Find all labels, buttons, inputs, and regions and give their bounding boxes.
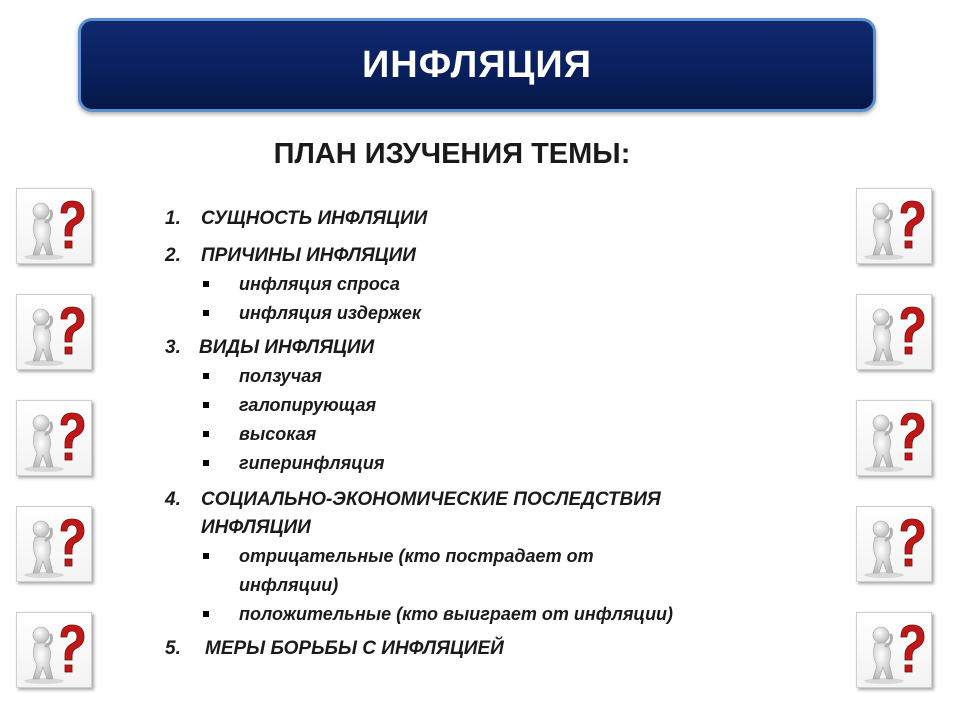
question-figure-icon [856, 188, 932, 264]
question-figure-icon [856, 612, 932, 688]
plan-heading: ПЛАН ИЗУЧЕНИЯ ТЕМЫ: [273, 138, 631, 170]
bullet [203, 611, 209, 617]
plan-item-2: 2. ПРИЧИНЫ ИНФЛЯЦИИ [165, 245, 416, 266]
title-banner [78, 18, 876, 112]
bullet [203, 373, 209, 379]
question-figure-icon [16, 400, 92, 476]
list-item: галопирующая [165, 391, 785, 420]
list-item: высокая [165, 420, 785, 449]
question-figure-icon [16, 506, 92, 582]
bullet [203, 402, 209, 408]
bullet [203, 553, 209, 559]
bullet [203, 281, 209, 287]
list-item: инфляция спроса [165, 270, 785, 299]
plan-item-3: 3. ВИДЫ ИНФЛЯЦИИ [165, 337, 375, 358]
plan-item-5: 5. МЕРЫ БОРЬБЫ С ИНФЛЯЦИЕЙ [165, 638, 504, 659]
plan-item-label: МЕРЫ БОРЬБЫ С ИНФЛЯЦИЕЙ [205, 638, 504, 659]
list-item-continued: инфляции) [239, 575, 339, 595]
bullet [203, 310, 209, 316]
list-item: отрицательные (кто пострадает от [165, 542, 785, 571]
question-figure-icon [856, 294, 932, 370]
question-figure-icon [16, 294, 92, 370]
plan-item-label: ВИДЫ ИНФЛЯЦИИ [199, 337, 375, 358]
plan-item-1: 1. СУЩНОСТЬ ИНФЛЯЦИИ [165, 208, 428, 229]
question-figure-icon [856, 506, 932, 582]
question-figure-icon [856, 400, 932, 476]
bullet [203, 431, 209, 437]
plan-item-4: 4. СОЦИАЛЬНО-ЭКОНОМИЧЕСКИЕ ПОСЛЕДСТВИЯ [165, 489, 661, 510]
plan-list [165, 205, 785, 663]
plan-item-label: СОЦИАЛЬНО-ЭКОНОМИЧЕСКИЕ ПОСЛЕДСТВИЯ [201, 489, 661, 510]
list-item: инфляция издержек [165, 299, 785, 328]
plan-item-label: ПРИЧИНЫ ИНФЛЯЦИИ [201, 245, 416, 266]
slide-title: ИНФЛЯЦИЯ [361, 43, 593, 86]
question-figure-icon [16, 612, 92, 688]
list-item: положительные (кто выиграет от инфляции) [165, 600, 785, 629]
plan-item-4-continued: ИНФЛЯЦИИ [201, 517, 311, 538]
plan-item-label: СУЩНОСТЬ ИНФЛЯЦИИ [201, 208, 428, 229]
list-item: гиперинфляция [165, 449, 785, 478]
question-figure-icon [16, 188, 92, 264]
bullet [203, 460, 209, 466]
list-item: ползучая [165, 362, 785, 391]
